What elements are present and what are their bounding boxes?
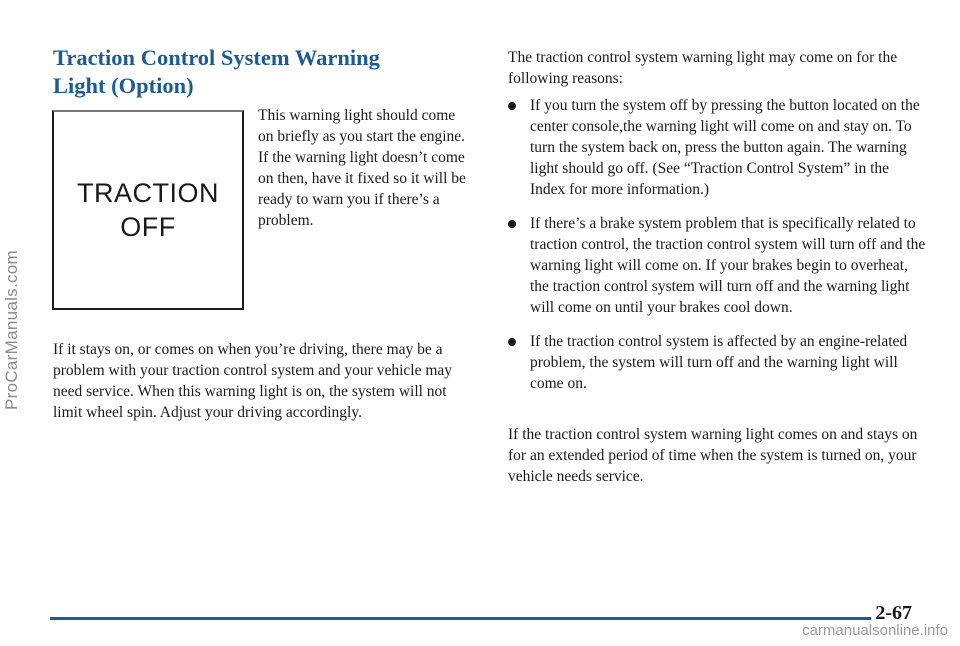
side-watermark bbox=[2, 20, 22, 640]
reasons-list bbox=[508, 95, 928, 407]
left-body-paragraph: If it stays on, or comes on when you’re driving, there may be a problem with your traction control system and your vehicle may need service. When this warning light is on, the system will not limit wheel spin. Adjust your driving accordingly. bbox=[53, 341, 453, 421]
traction-off-indicator bbox=[52, 110, 244, 310]
footer-rule bbox=[50, 617, 910, 620]
indicator-line-2: OFF bbox=[120, 212, 176, 242]
page-number: 2-67 bbox=[871, 602, 912, 625]
list-item: If there’s a brake system problem that is specifically related to traction control, the traction control system will turn off and the warning light will come on. If your brakes begin to overheat, the traction control system will turn off and the warning light will come on until your brakes cool down. bbox=[508, 213, 928, 318]
list-item: If you turn the system off by pressing the button located on the center console,the warning light will come on and stay on. To turn the system back on, press the button again. The warning light should go off. (See “Traction Control System” in the Index for more information.) bbox=[508, 95, 928, 200]
side-watermark-text: ProCarManuals.com bbox=[2, 249, 22, 411]
bottom-watermark: carmanualsonline.info bbox=[802, 622, 948, 639]
indicator-line-1: TRACTION bbox=[77, 178, 219, 208]
list-item: If the traction control system is affected by an engine-related problem, the system will turn off and the warning light will come on. bbox=[508, 331, 928, 394]
right-final-paragraph: If the traction control system warning light comes on and stays on for an extended period of time when the system is turned on, your vehicle needs service. bbox=[508, 426, 918, 485]
indicator-description: This warning light should come on briefly as you start the engine. If the warning light doesn’t come on then, have it fixed so it will be ready to warn you if there’s a problem. bbox=[258, 107, 466, 229]
right-intro-paragraph: The traction control system warning light may come on for the following reasons: bbox=[508, 49, 898, 87]
section-title: Traction Control System Warning Light (Option) bbox=[53, 45, 380, 98]
